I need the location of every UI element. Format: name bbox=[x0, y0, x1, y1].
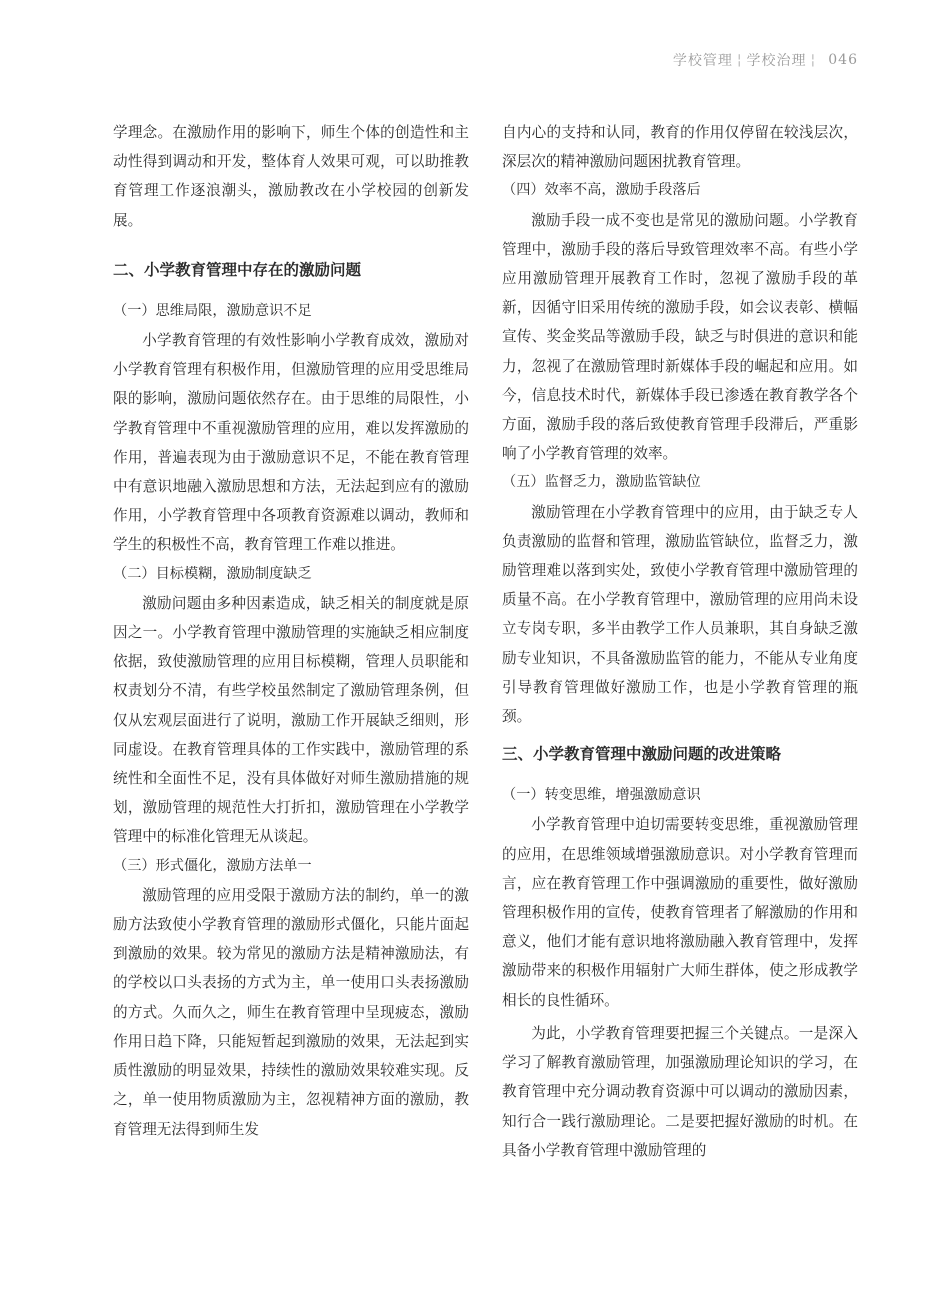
subsection-3-heading: （三）形式僵化，激励方法单一 bbox=[113, 857, 312, 874]
subsection-1-heading: （一）思维局限，激励意识不足 bbox=[113, 302, 312, 319]
subsection-6-paragraph-2: 为此，小学教育管理要把握三个关键点。一是深入学习了解教育激励管理，加强激励理论知识的学习，在教育管理中充分调动教育资源中可以调动的激励因素，知行合一践行激励理论。二是要把握好激励的时机。在具备小学教育管理中激励管理的 bbox=[502, 1024, 858, 1159]
right-column bbox=[502, 118, 858, 1165]
subsection-6-heading: （一）转变思维，增强激励意识 bbox=[502, 787, 701, 804]
running-header bbox=[673, 50, 858, 70]
intro-paragraph: 学理念。在激励作用的影响下，师生个体的创造性和主动性得到调动和开发，整体育人效果可观，可以助推教育管理工作逐浪潮头，激励教改在小学校园的创新发展。 bbox=[113, 124, 469, 229]
subsection-1-paragraph: 小学教育管理的有效性影响小学教育成效，激励对小学教育管理有积极作用，但激励管理的应用受思维局限的影响，激励问题依然存在。由于思维的局限性，小学教育管理中不重视激励管理的应用，难以发挥激励的作用，普遍表现为由于激励意识不足，不能在教育管理中有意识地融入激励思想和方法，无法起到应有的激励作用，小学教育管理中各项教育资源难以调动，教师和学生的积极性不高，教育管理工作难以推进。 bbox=[113, 332, 469, 554]
left-column bbox=[113, 118, 469, 1144]
header-separator-2: ¦ bbox=[810, 52, 817, 68]
subsection-2-heading: （二）目标模糊，激励制度缺乏 bbox=[113, 565, 312, 582]
continued-paragraph: 自内心的支持和认同，教育的作用仅停留在较浅层次，深层次的精神激励问题困扰教育管理。 bbox=[502, 124, 858, 171]
subsection-2-paragraph: 激励问题由多种因素造成，缺乏相关的制度就是原因之一。小学教育管理中激励管理的实施缺乏相应制度依据，致使激励管理的应用目标模糊，管理人员职能和权责划分不清，有些学校虽然制定了激励管理条例，但仅从宏观层面进行了说明，激励工作开展缺乏细则，形同虚设。在教育管理具体的工作实践中，激励管理的系统性和全面性不足，没有具体做好对师生激励措施的规划，激励管理的规范性大打折扣，激励管理在小学教学管理中的标准化管理无从谈起。 bbox=[113, 594, 469, 846]
section-3-heading: 三、小学教育管理中激励问题的改进策略 bbox=[502, 745, 782, 764]
subsection-4-heading: （四）效率不高，激励手段落后 bbox=[502, 182, 701, 199]
subsection-5-heading: （五）监督乏力，激励监管缺位 bbox=[502, 474, 701, 491]
header-separator: ¦ bbox=[736, 52, 743, 68]
header-subsection: 学校治理 bbox=[746, 53, 807, 69]
header-section: 学校管理 bbox=[672, 53, 733, 69]
section-2-heading: 二、小学教育管理中存在的激励问题 bbox=[113, 260, 362, 279]
subsection-3-paragraph: 激励管理的应用受限于激励方法的制约，单一的激励方法致使小学教育管理的激励形式僵化，只能片面起到激励的效果。较为常见的激励方法是精神激励法，有的学校以口头表扬的方式为主，单一使用口头表扬激励的方式。久而久之，师生在教育管理中呈现疲态，激励作用日趋下降，只能短暂起到激励的效果，无法起到实质性激励的明显效果，持续性的激励效果较难实现。反之，单一使用物质激励为主，忽视精神方面的激励，教育管理无法得到师生发 bbox=[113, 886, 469, 1138]
page-number: 046 bbox=[828, 52, 858, 68]
subsection-4-paragraph: 激励手段一成不变也是常见的激励问题。小学教育管理中，激励手段的落后导致管理效率不高。有些小学应用激励管理开展教育工作时，忽视了激励手段的革新，因循守旧采用传统的激励手段，如会议表彰、横幅宣传、奖金奖品等激励手段，缺乏与时俱进的意识和能力，忽视了在激励管理时新媒体手段的崛起和应用。如今，信息技术时代，新媒体手段已渗透在教育教学各个方面，激励手段的落后致使教育管理手段滞后，严重影响了小学教育管理的效率。 bbox=[502, 211, 858, 463]
subsection-5-paragraph: 激励管理在小学教育管理中的应用，由于缺乏专人负责激励的监督和管理，激励监管缺位，监督乏力，激励管理难以落到实处，致使小学教育管理中激励管理的质量不高。在小学教育管理中，激励管理的应用尚未设立专岗专职，多半由教学工作人员兼职，其自身缺乏激励专业知识，不具备激励监管的能力，不能从专业角度引导教育管理做好激励工作，也是小学教育管理的瓶颈。 bbox=[502, 503, 858, 726]
subsection-6-paragraph-1: 小学教育管理中迫切需要转变思维，重视激励管理的应用，在思维领域增强激励意识。对小学教育管理而言，应在教育管理工作中强调激励的重要性，做好激励管理积极作用的宣传，使教育管理者了解激励的作用和意义，他们才能有意识地将激励融入教育管理中，发挥激励带来的积极作用辐射广大师生群体，使之形成教学相长的良性循环。 bbox=[502, 816, 858, 1009]
